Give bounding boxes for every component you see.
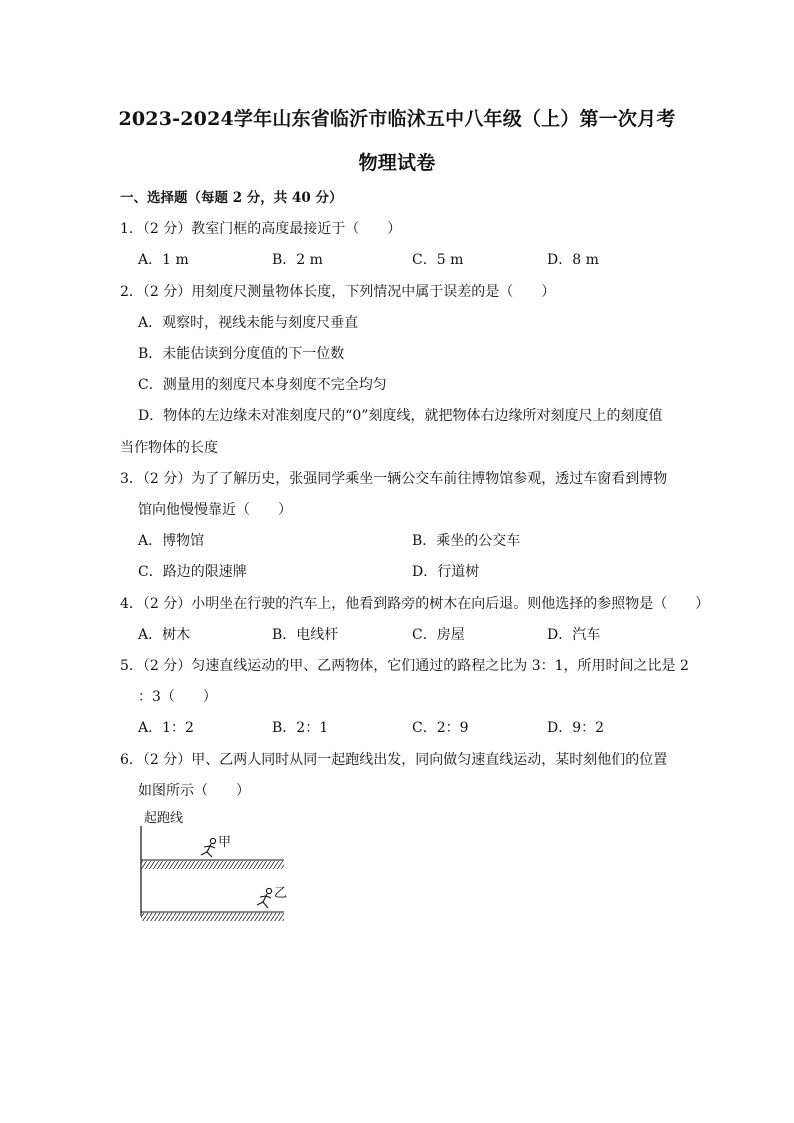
question-5-stem: 5．（2 分）匀速直线运动的甲、乙两物体，它们通过的路程之比为 3：1，所用时间之比是 2 [120, 658, 689, 674]
question-4-option-a: A．树木 [138, 627, 191, 643]
question-1-option-d: D．8 m [547, 252, 599, 268]
running-track-diagram [138, 808, 288, 926]
lane-hatch-upper [141, 861, 284, 869]
question-2-option-b: B．未能估读到分度值的下一位数 [138, 346, 345, 362]
question-3-stem: 3．（2 分）为了了解历史，张强同学乘坐一辆公交车前往博物馆参观，透过车窗看到博物 [120, 471, 668, 487]
question-2-option-a: A．观察时，视线未能与刻度尺垂直 [138, 315, 359, 331]
lane-hatch-lower [141, 913, 284, 921]
exam-subtitle: 物理试卷 [358, 152, 436, 174]
question-2-option-d-cont: 当作物体的长度 [120, 440, 218, 456]
question-5-option-d: D．9：2 [547, 720, 605, 736]
question-5-option-c: C．2：9 [412, 720, 469, 736]
start-line-label: 起跑线 [144, 811, 184, 826]
question-2-option-d: D．物体的左边缘未对准刻度尺的“0”刻度线，就把物体右边缘所对刻度尺上的刻度值 [138, 408, 663, 424]
section-heading: 一、选择题（每题 2 分，共 40 分） [120, 190, 343, 206]
question-4-stem: 4．（2 分）小明坐在行驶的汽车上，他看到路旁的树木在向后退。则他选择的参照物是（ ） [120, 596, 710, 612]
runner-b-label: 乙 [274, 886, 288, 901]
question-3-option-c: C．路边的限速牌 [138, 564, 247, 580]
question-4-option-d: D．汽车 [547, 627, 601, 643]
question-1-stem: 1．（2 分）教室门框的高度最接近于（ ） [120, 221, 402, 237]
runner-a-label: 甲 [218, 835, 232, 850]
question-3-option-b: B．乘坐的公交车 [412, 533, 521, 549]
question-5-option-b: B．2：1 [272, 720, 329, 736]
question-3-option-d: D．行道树 [412, 564, 480, 580]
question-2-stem: 2．（2 分）用刻度尺测量物体长度，下列情况中属于误差的是（ ） [120, 284, 556, 300]
question-5-option-a: A．1：2 [138, 720, 194, 736]
runner-a-icon [201, 838, 216, 857]
question-2-option-c: C．测量用的刻度尺本身刻度不完全均匀 [138, 377, 387, 393]
question-3-stem-cont: 馆向他慢慢靠近（ ） [138, 502, 292, 518]
question-3-option-a: A．博物馆 [138, 533, 205, 549]
question-6-stem-cont: 如图所示（ ） [138, 783, 250, 799]
question-1-option-a: A．1 m [138, 252, 189, 268]
question-1-option-c: C．5 m [412, 252, 464, 268]
exam-title: 2023-2024学年山东省临沂市临沭五中八年级（上）第一次月考 [118, 108, 676, 130]
question-1-option-b: B．2 m [272, 252, 323, 268]
question-6-stem: 6．（2 分）甲、乙两人同时从同一起跑线出发，同向做匀速直线运动，某时刻他们的位置 [120, 752, 668, 768]
question-5-stem-cont: ：3（ ） [138, 689, 217, 705]
running-track-figure [138, 808, 288, 926]
question-4-option-b: B．电线杆 [272, 627, 339, 643]
runner-b-icon [257, 888, 272, 908]
question-4-option-c: C．房屋 [412, 627, 465, 643]
